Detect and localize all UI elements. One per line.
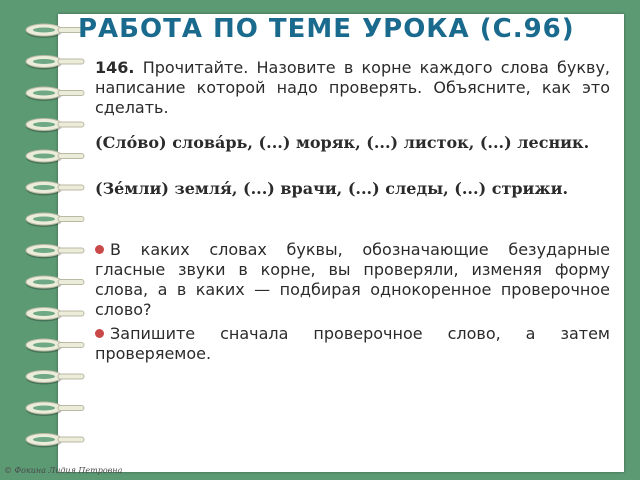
- binding-ring: [26, 402, 84, 416]
- spiral-rings: [22, 14, 92, 474]
- binding-ring: [26, 150, 84, 164]
- question-2-text: Запишите сначала проверочное слово, а затем проверяемое.: [95, 324, 610, 363]
- page-title: РАБОТА ПО ТЕМЕ УРОКА (С.96): [78, 14, 575, 44]
- binding-ring: [26, 56, 84, 70]
- word-line-2: (Зе́мли) земля́, (...) врачи, (...) следы, (...) стрижи.: [95, 179, 569, 198]
- binding-ring: [26, 276, 84, 290]
- binding-ring: [26, 87, 84, 101]
- question-1: [95, 240, 610, 320]
- copyright-text: © Фокина Лидия Петровна: [4, 466, 123, 475]
- word-line-1: (Сло́во) слова́рь, (...) моряк, (...) листок, (...) лесник.: [95, 133, 590, 152]
- exercise-number: 146.: [95, 58, 135, 77]
- exercise-task: [95, 58, 610, 118]
- binding-ring: [26, 434, 84, 448]
- binding-ring: [26, 24, 84, 38]
- binding-ring: [26, 245, 84, 259]
- binding-ring: [26, 371, 84, 385]
- binding-ring: [26, 119, 84, 133]
- exercise-task-text: Прочитайте. Назовите в корне каждого слова букву, написание которой надо проверять. Объясните, как это сделать.: [95, 58, 610, 117]
- binding-ring: [26, 339, 84, 353]
- binding-ring: [26, 182, 84, 196]
- binding-ring: [26, 308, 84, 322]
- question-2: [95, 324, 610, 364]
- bullet-icon: [95, 245, 104, 254]
- bullet-icon: [95, 329, 104, 338]
- question-1-text: В каких словах буквы, обозначающие безударные гласные звуки в корне, вы проверяли, изменяя форму слова, а в каких — подбирая однокоренное проверочное слово?: [95, 240, 610, 319]
- binding-ring: [26, 213, 84, 227]
